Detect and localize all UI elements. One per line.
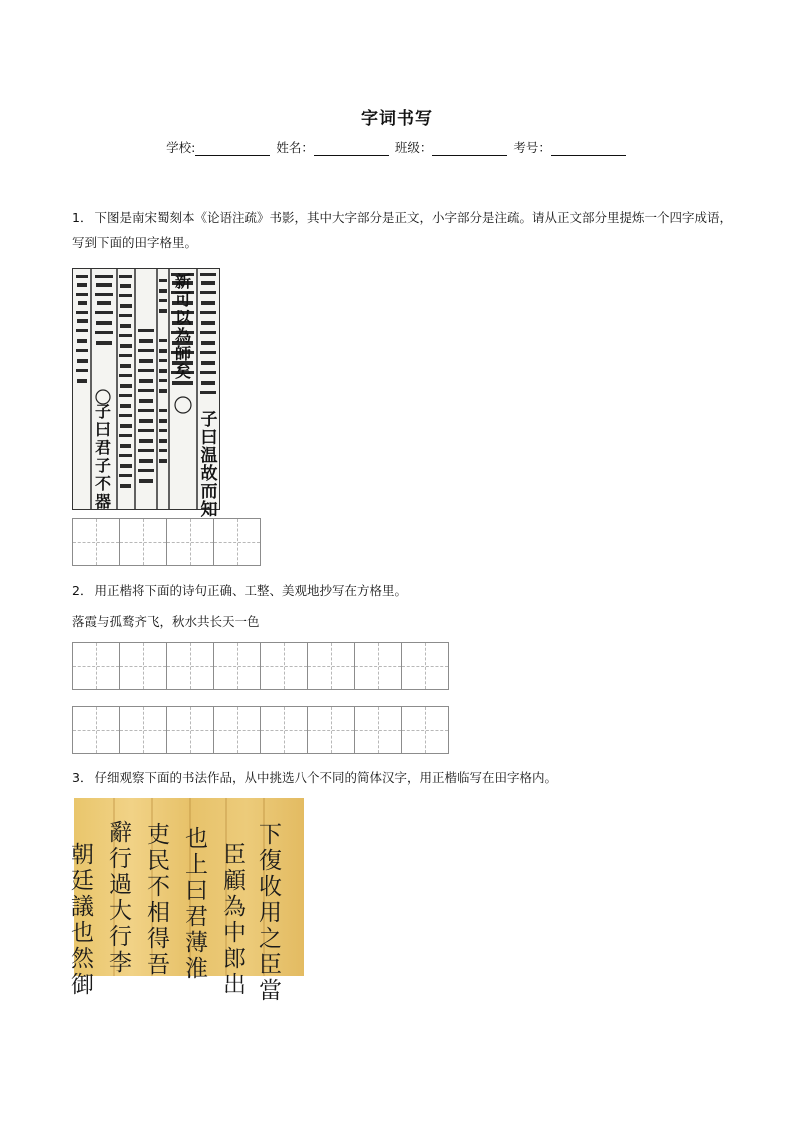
answer-grid-q2-row2 <box>72 706 448 754</box>
question-2-text: 用正楷将下面的诗句正确、工整、美观地抄写在方格里。 <box>94 583 407 598</box>
tianzige-cell[interactable] <box>401 706 449 754</box>
woodblock-char: 曰 <box>200 428 218 448</box>
question-2: 2． 用正楷将下面的诗句正确、工整、美观地抄写在方格里。 <box>72 583 407 598</box>
tianzige-cell[interactable] <box>213 642 261 690</box>
woodblock-char: 不 <box>94 474 112 493</box>
tianzige-cell[interactable] <box>72 518 120 566</box>
woodblock-char: 君 <box>94 438 112 457</box>
woodblock-char: 子 <box>94 456 112 475</box>
class-field: 班级： <box>395 138 510 156</box>
question-1: 1． 下图是南宋蜀刻本《论语注疏》书影，其中大字部分是正文，小字部分是注疏。请从正文部分里提炼一个四字成语，写到下面的田字格里。 <box>72 210 732 250</box>
woodblock-char: 矣 <box>174 362 192 381</box>
tianzige-cell[interactable] <box>166 518 214 566</box>
question-3: 3． 仔细观察下面的书法作品，从中挑选八个不同的简体汉字，用正楷临写在田字格内。 <box>72 770 557 785</box>
exam-number-blank[interactable] <box>551 141 626 156</box>
tianzige-cell[interactable] <box>119 706 167 754</box>
tianzige-cell[interactable] <box>260 642 308 690</box>
tianzige-cell[interactable] <box>354 706 402 754</box>
woodblock-char: 為 <box>174 326 192 345</box>
question-3-text: 仔细观察下面的书法作品，从中挑选八个不同的简体汉字，用正楷临写在田字格内。 <box>94 770 557 785</box>
tianzige-cell[interactable] <box>354 642 402 690</box>
tianzige-cell[interactable] <box>307 706 355 754</box>
calligraphy-column: 辭行過大行李 <box>105 820 131 976</box>
woodblock-char: 新 <box>174 272 192 291</box>
school-field: 学校: <box>166 138 272 156</box>
calligraphy-column: 朝廷議也然御 <box>67 842 93 998</box>
class-blank[interactable] <box>432 141 507 156</box>
woodblock-char: 知 <box>200 500 218 520</box>
name-blank[interactable] <box>314 141 389 156</box>
question-1-text: 下图是南宋蜀刻本《论语注疏》书影，其中大字部分是正文，小字部分是注疏。请从正文部分里提炼一个四字成语，写到下面的田字格里。 <box>72 210 732 250</box>
student-info-line <box>0 138 794 156</box>
tianzige-cell[interactable] <box>213 706 261 754</box>
calligraphy-image <box>67 798 304 1004</box>
answer-grid-q2-row1 <box>72 642 448 690</box>
woodblock-print-svg <box>73 269 219 520</box>
tianzige-cell[interactable] <box>72 642 120 690</box>
woodblock-char: 可 <box>174 290 192 309</box>
tianzige-cell[interactable] <box>72 706 120 754</box>
calligraphy-column: 下復收用之臣當 <box>255 822 281 1004</box>
woodblock-char: 温 <box>200 446 218 466</box>
tianzige-cell[interactable] <box>213 518 261 566</box>
woodblock-char: 故 <box>200 464 218 484</box>
tianzige-cell[interactable] <box>260 706 308 754</box>
woodblock-char: 器 <box>94 492 112 511</box>
woodblock-print-image <box>72 268 220 520</box>
tianzige-cell[interactable] <box>166 706 214 754</box>
woodblock-char: 子 <box>200 410 218 430</box>
tianzige-cell[interactable] <box>119 642 167 690</box>
answer-grid-q1 <box>72 518 260 566</box>
calligraphy-svg <box>67 798 304 1004</box>
calligraphy-column: 也上曰君薄淮 <box>181 826 207 982</box>
woodblock-char: 子 <box>94 402 112 421</box>
exam-number-field: 考号： <box>513 138 628 156</box>
calligraphy-column: 臣顧為中郎出 <box>219 842 245 998</box>
tianzige-cell[interactable] <box>307 642 355 690</box>
woodblock-char: 以 <box>174 308 192 327</box>
name-field: 姓名： <box>276 138 391 156</box>
page-title: 字词书写 <box>361 109 433 129</box>
tianzige-cell[interactable] <box>166 642 214 690</box>
tianzige-cell[interactable] <box>119 518 167 566</box>
woodblock-char: 師 <box>174 344 192 363</box>
verse-line: 落霞与孤鹜齐飞，秋水共长天一色 <box>72 614 260 629</box>
woodblock-char: 曰 <box>94 420 112 439</box>
calligraphy-column: 吏民不相得吾 <box>143 822 169 978</box>
woodblock-char: 而 <box>200 482 218 502</box>
tianzige-cell[interactable] <box>401 642 449 690</box>
school-blank[interactable] <box>195 141 270 156</box>
